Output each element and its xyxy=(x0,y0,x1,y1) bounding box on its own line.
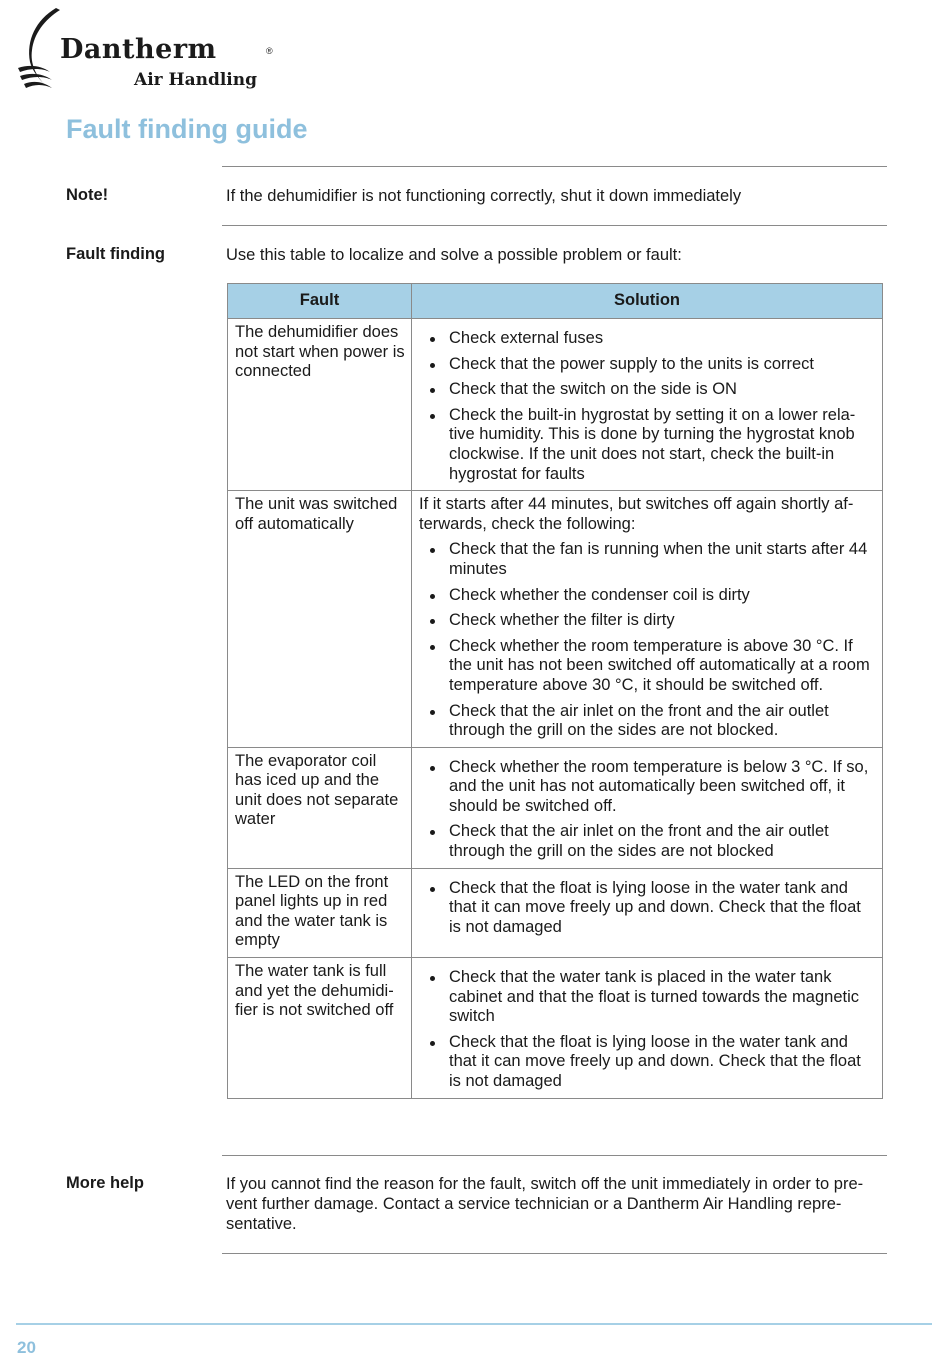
page-title: Fault finding guide xyxy=(66,114,308,144)
table-row xyxy=(228,747,883,868)
fault-column-header: Fault xyxy=(228,284,412,319)
solution-cell xyxy=(412,747,883,868)
solution-cell xyxy=(412,319,883,491)
list-item: Check that the float is lying loose in the water tank and that it can move freely up and down. Check that the float is not damaged xyxy=(419,1033,876,1092)
divider-note xyxy=(222,225,887,226)
solution-list xyxy=(419,329,876,484)
bullet-icon xyxy=(430,363,435,368)
list-item: Check that the water tank is placed in the water tank cabinet and that the float is turned towards the magnetic switch xyxy=(419,968,876,1027)
bullet-icon xyxy=(430,548,435,553)
list-item: Check whether the room temperature is above 30 °C. If the unit has not been switched off automatically at a room temperature above 30 °C, it should be switched off. xyxy=(419,637,876,696)
table-row xyxy=(228,868,883,957)
fault-cell: The evaporator coil has iced up and the unit does not separate water xyxy=(228,747,412,868)
table-row xyxy=(228,958,883,1099)
list-item: Check that the air inlet on the front and the air outlet through the grill on the sides are not blocked xyxy=(419,822,876,861)
solution-intro: If it starts after 44 minutes, but switches off again shortly af-terwards, check the following: xyxy=(419,495,854,533)
dantherm-logo xyxy=(16,6,273,90)
footer-rule xyxy=(16,1323,932,1325)
table-row xyxy=(228,491,883,748)
divider-top xyxy=(222,166,887,167)
more-help-label: More help xyxy=(66,1174,144,1192)
solution-list xyxy=(419,968,876,1092)
bullet-icon xyxy=(430,976,435,981)
solution-list xyxy=(419,879,876,938)
solution-cell xyxy=(412,491,883,748)
solution-list xyxy=(419,540,876,740)
fault-finding-text: Use this table to localize and solve a possible problem or fault: xyxy=(226,246,682,264)
divider-more-help xyxy=(222,1155,887,1156)
list-item: Check whether the room temperature is below 3 °C. If so, and the unit has not automatically been switched off, it should be switched off. xyxy=(419,758,876,817)
bullet-icon xyxy=(430,766,435,771)
brand-registered-mark: ® xyxy=(266,46,273,56)
list-item: Check that the air inlet on the front and the air outlet through the grill on the sides are not blocked. xyxy=(419,702,876,741)
list-item: Check that the switch on the side is ON xyxy=(419,380,876,400)
bullet-icon xyxy=(430,1041,435,1046)
fault-cell: The dehumidifier does not start when power is connected xyxy=(228,319,412,491)
solution-cell xyxy=(412,868,883,957)
fault-table xyxy=(227,283,883,1099)
bullet-icon xyxy=(430,594,435,599)
bullet-icon xyxy=(430,645,435,650)
note-text: If the dehumidifier is not functioning correctly, shut it down immediately xyxy=(226,187,742,205)
bullet-icon xyxy=(430,710,435,715)
note-label: Note! xyxy=(66,186,109,204)
list-item: Check that the power supply to the units is correct xyxy=(419,355,876,375)
bullet-icon xyxy=(430,887,435,892)
solution-cell xyxy=(412,958,883,1099)
fault-finding-label: Fault finding xyxy=(66,245,165,263)
list-item: Check that the fan is running when the unit starts after 44 minutes xyxy=(419,540,876,579)
bullet-icon xyxy=(430,830,435,835)
brand-name: Dantherm xyxy=(60,34,217,65)
more-help-text: If you cannot find the reason for the fault, switch off the unit immediately in order to pre-vent further damage. Contact a service technician or a Dantherm Air Handling repre-sentative. xyxy=(226,1175,864,1233)
bullet-icon xyxy=(430,619,435,624)
table-header-row xyxy=(228,284,883,319)
list-item: Check that the float is lying loose in the water tank and that it can move freely up and down. Check that the float is not damaged xyxy=(419,879,876,938)
list-item: Check the built-in hygrostat by setting it on a lower rela-tive humidity. This is done by turning the hygrostat knob clockwise. If the unit does not start, check the built-in hygrostat for faults xyxy=(419,406,876,484)
list-item: Check whether the condenser coil is dirty xyxy=(419,586,876,606)
solution-column-header: Solution xyxy=(412,284,883,319)
list-item: Check whether the filter is dirty xyxy=(419,611,876,631)
bullet-icon xyxy=(430,414,435,419)
fault-cell: The unit was switched off automatically xyxy=(228,491,412,748)
fault-cell: The water tank is full and yet the dehumidi-fier is not switched off xyxy=(228,958,412,1099)
bullet-icon xyxy=(430,388,435,393)
brand-subtitle: Air Handling xyxy=(134,70,258,90)
solution-list xyxy=(419,758,876,862)
table-row xyxy=(228,319,883,491)
page-number: 20 xyxy=(17,1338,36,1357)
fault-cell: The LED on the front panel lights up in red and the water tank is empty xyxy=(228,868,412,957)
bullet-icon xyxy=(430,337,435,342)
list-item: Check external fuses xyxy=(419,329,876,349)
divider-bottom xyxy=(222,1253,887,1254)
